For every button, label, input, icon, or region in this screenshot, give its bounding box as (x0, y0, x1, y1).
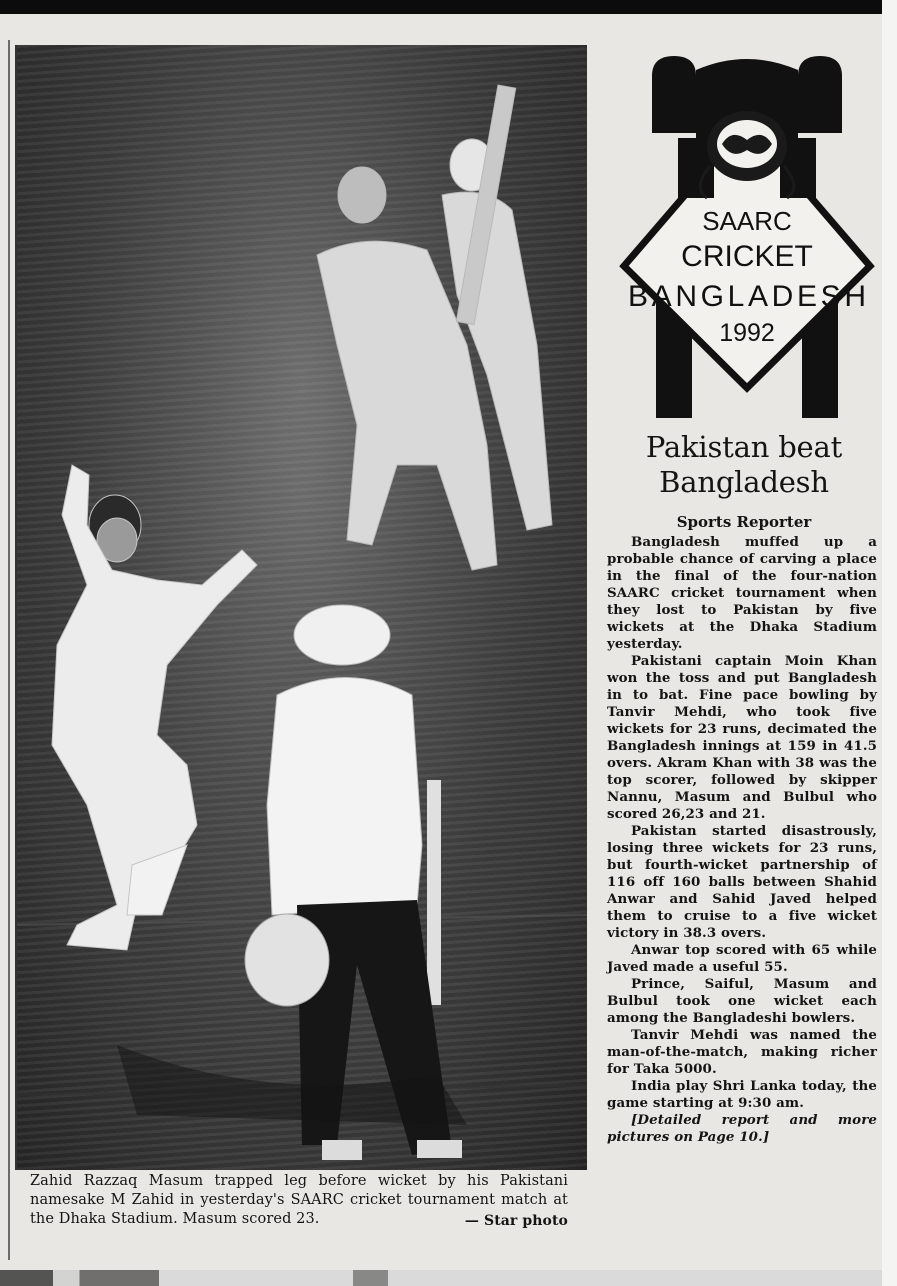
logo-year: 1992 (719, 319, 775, 347)
paragraph: Pakistan started disastrously, losing three wickets for 23 runs, but fourth-wicket partnership of 116 off 160 balls between Shahid Anwar and Sahid Javed helped them to cruise to a five wicket victory in 38.3 overs. (607, 823, 877, 941)
byline: Sports Reporter (676, 513, 812, 531)
logo-bangladesh: BANGLADESH (628, 280, 866, 313)
article-body (607, 534, 877, 1146)
paragraph: Bangladesh muffed up a probable chance of carving a place in the final of the four-nation SAARC cricket tournament when they lost to Pakistan by five wickets at the Dhaka Stadium yesterday. (607, 534, 877, 652)
page-top-bar (0, 0, 882, 14)
caption-text: Zahid Razzaq Masum trapped leg before wicket by his Pakistani namesake M Zahid in yesterday's SAARC cricket tournament match at the Dhaka Stadium. Masum scored 23. (30, 1173, 568, 1227)
paragraph: Anwar top scored with 65 while Javed made a useful 55. (607, 942, 877, 975)
paragraph: Tanvir Mehdi was named the man-of-the-match, making richer for Taka 5000. (607, 1027, 877, 1077)
saarc-cricket-logo (612, 48, 882, 428)
paragraph: Pakistani captain Moin Khan won the toss and put Bangladesh in to bat. Fine pace bowling by Tanvir Mehdi, who took five wickets for 23 runs, decimated the Bangladesh innings at 159 in 41.5 overs. Akram Khan with 38 was the top scorer, followed by skipper Nannu, Masum and Bulbul who scored 26,23 and 21. (607, 653, 877, 822)
logo-cricket: CRICKET (681, 240, 813, 273)
paragraph: India play Shri Lanka today, the game starting at 9:30 am. (607, 1078, 877, 1111)
photo-caption (30, 1172, 568, 1229)
cricket-photo (15, 45, 587, 1170)
stumps (427, 780, 441, 1005)
page-edge (882, 0, 897, 1286)
photo-credit: — Star photo (464, 1213, 568, 1229)
page-reference-note: [Detailed report and more pictures on Page 10.] (607, 1112, 877, 1145)
logo-saarc: SAARC (702, 206, 792, 236)
next-article-fragment (0, 1270, 882, 1286)
column-rule (8, 40, 10, 1260)
headline: Pakistan beat Bangladesh (645, 430, 843, 499)
paragraph: Prince, Saiful, Masum and Bulbul took one wicket each among the Bangladeshi bowlers. (607, 976, 877, 1026)
